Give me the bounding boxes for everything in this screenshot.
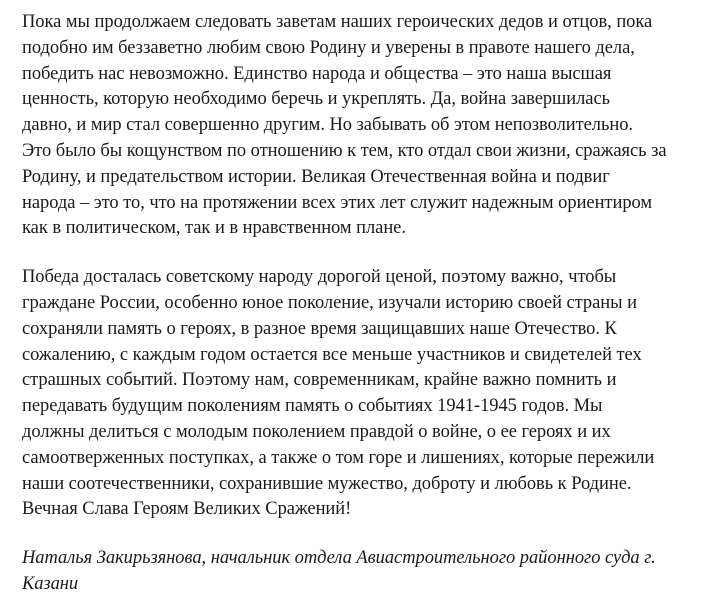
paragraph-line: победить нас невозможно. Единство народа и общества – это наша высшая bbox=[22, 63, 612, 84]
paragraph-line: народа – это то, что на протяжении всех этих лет служит надежным ориентиром bbox=[22, 192, 653, 213]
paragraph-line: сожалению, с каждым годом остается все меньше участников и свидетелей тех bbox=[22, 344, 642, 365]
paragraph-line: ценность, которую необходимо беречь и укреплять. Да, война завершилась bbox=[22, 89, 610, 110]
paragraph-line: должны делиться с молодым поколением правдой о войне, о ее героях и их bbox=[22, 421, 611, 442]
paragraph-line: сохраняли память о героях, в разное время защищавших наше Отечество. К bbox=[22, 318, 617, 339]
paragraph-line: Вечная Слава Героям Великих Сражений! bbox=[22, 499, 352, 520]
paragraph-line: передавать будущим поколениям память о событиях 1941-1945 годов. Мы bbox=[22, 396, 603, 417]
paragraph-line: Это было бы кощунством по отношению к тем, кто отдал свои жизни, сражаясь за bbox=[22, 140, 667, 161]
article-paragraph-2 bbox=[22, 265, 716, 523]
paragraph-line: Пока мы продолжаем следовать заветам наших героических дедов и отцов, пока bbox=[22, 12, 653, 32]
paragraph-line: как в политическом, так и в нравственном плане. bbox=[22, 218, 406, 239]
author-signature bbox=[22, 546, 716, 597]
article-body bbox=[22, 10, 716, 597]
signature-line: Казани bbox=[22, 573, 79, 594]
signature-line: Наталья Закирьзянова, начальник отдела Авиастроительного районного суда г. bbox=[22, 548, 656, 569]
paragraph-line: наши соотечественники, сохранившие мужество, доброту и любовь к Родине. bbox=[22, 473, 632, 494]
paragraph-line: Родину, и предательством истории. Великая Отечественная война и подвиг bbox=[22, 166, 610, 187]
paragraph-line: Победа досталась советскому народу дорогой ценой, поэтому важно, чтобы bbox=[22, 267, 617, 288]
paragraph-line: давно, и мир стал совершенно другим. Но забывать об этом непозволительно. bbox=[22, 115, 633, 136]
paragraph-line: самоотверженных поступках, а также о том горе и лишениях, которые пережили bbox=[22, 447, 655, 468]
paragraph-line: граждане России, особенно юное поколение, изучали историю своей страны и bbox=[22, 292, 637, 313]
paragraph-line: подобно им беззаветно любим свою Родину и уверены в правоте нашего дела, bbox=[22, 37, 635, 58]
article-paragraph-1 bbox=[22, 10, 716, 242]
paragraph-line: страшных событий. Поэтому нам, современникам, крайне важно помнить и bbox=[22, 370, 617, 391]
